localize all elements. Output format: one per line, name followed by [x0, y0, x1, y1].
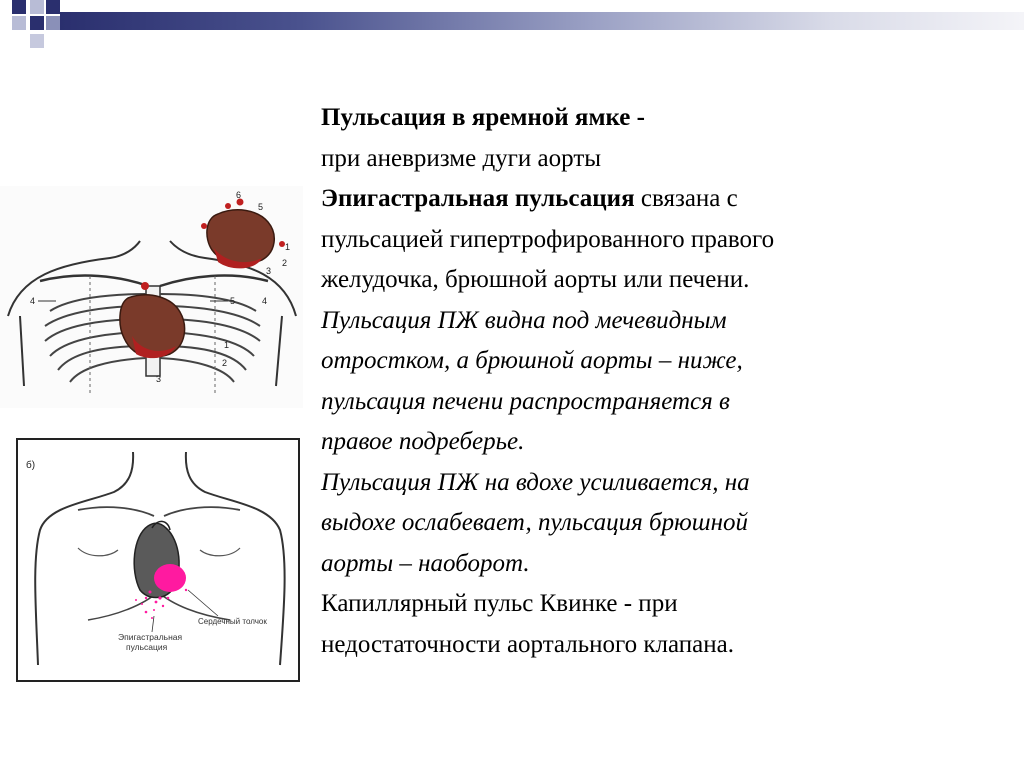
panel-label: б): [26, 460, 36, 471]
figure-label: 1: [285, 242, 291, 252]
decor-square: [12, 16, 26, 30]
thorax-heart-figure: [0, 186, 303, 408]
figure-label: 6: [236, 190, 242, 200]
figure-label: 5: [230, 296, 236, 306]
label-epigastric-2: пульсация: [126, 642, 168, 652]
decor-square: [30, 34, 44, 48]
text-line: [321, 179, 1001, 220]
text-line: недостаточности аортального клапана.: [321, 630, 734, 658]
text-line: правое подреберье.: [321, 428, 525, 455]
heading-epigastric-pulsation: Эпигастральная пульсация: [321, 185, 635, 212]
figure-label: 1: [224, 340, 230, 350]
slide-text: [321, 98, 1001, 665]
top-decoration-bar: [0, 0, 1024, 34]
text-line: отростком, а брюшной аорты – ниже,: [321, 347, 743, 374]
heading-jugular-pulsation: Пульсация в яремной ямке -: [321, 104, 645, 131]
figure-label: 3: [156, 374, 162, 384]
text-line: [321, 98, 1001, 139]
text-line: при аневризме дуги аорты: [321, 144, 602, 172]
figure-label: 4: [262, 296, 268, 306]
top-gradient-bar: [60, 12, 1024, 30]
epigastric-pulsation-figure: [16, 438, 300, 682]
text-line: Капиллярный пульс Квинке - при: [321, 590, 678, 617]
label-epigastric: Эпигастральная: [118, 632, 183, 642]
decor-square: [30, 16, 44, 30]
text-line: аорты – наоборот.: [321, 549, 530, 577]
decor-square: [46, 16, 60, 30]
decor-square: [12, 0, 26, 14]
text-line: пульсацией гипертрофированного правого: [321, 225, 775, 253]
decor-square: [30, 0, 44, 14]
figure-label: 5: [258, 202, 264, 212]
label-heart-beat: Сердечный толчок: [198, 617, 267, 626]
decor-square: [46, 0, 60, 14]
figure-label: 3: [266, 266, 272, 276]
text-line: Пульсация ПЖ видна под мечевидным: [321, 306, 727, 334]
figure-label: 2: [222, 358, 228, 368]
text-line: желудочка, брюшной аорты или печени.: [321, 266, 750, 293]
thorax-heart-illustration: [0, 186, 303, 408]
torso-pulsation-illustration: [18, 440, 298, 680]
figure-label: 4: [30, 296, 36, 306]
figure-label: 2: [282, 258, 288, 268]
text-line: выдохе ослабевает, пульсация брюшной: [321, 509, 748, 536]
text-line: Пульсация ПЖ на вдохе усиливается, на: [321, 468, 750, 496]
text-line: пульсация печени распространяется в: [321, 387, 730, 415]
text-fragment: связана с: [634, 185, 738, 212]
